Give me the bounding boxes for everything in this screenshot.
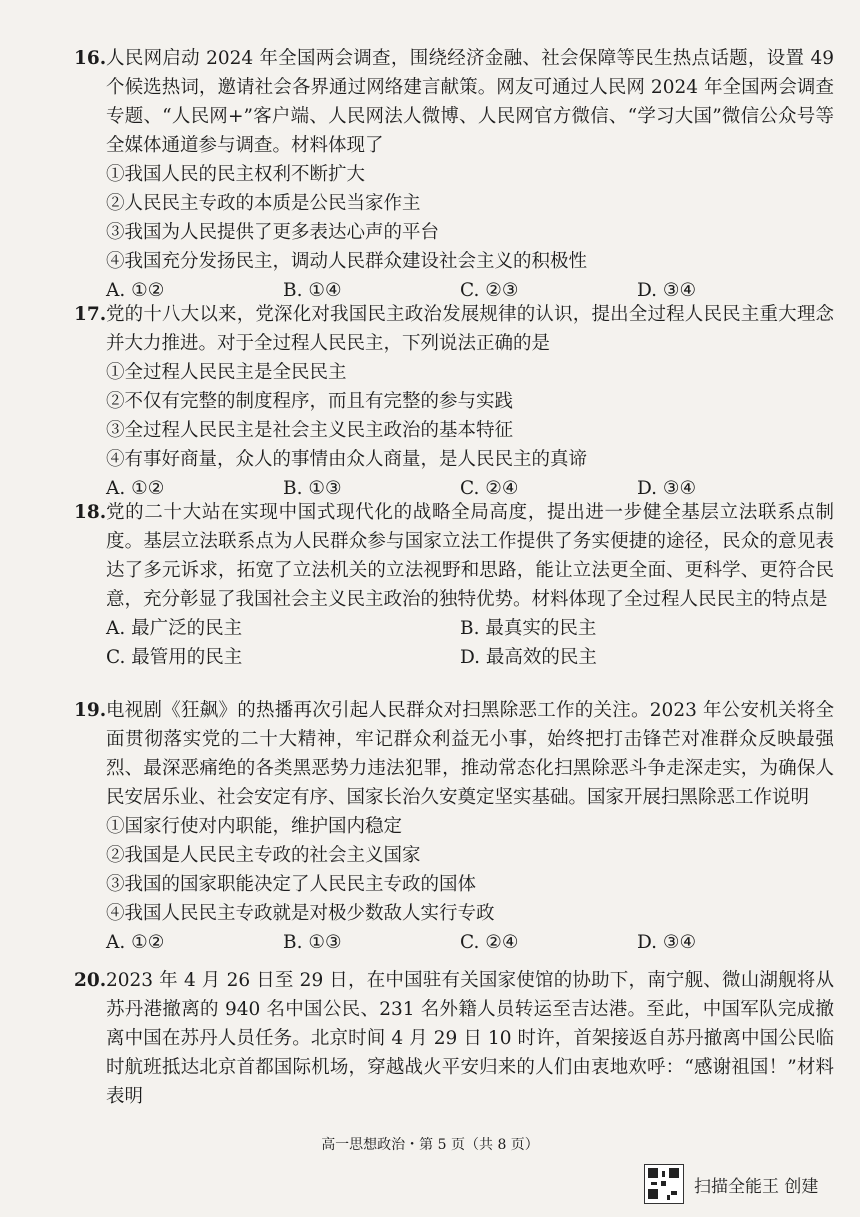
choice-a: A. ①② <box>106 478 165 499</box>
question-number: 18. <box>74 502 107 523</box>
choice-a: A. ①② <box>106 280 165 301</box>
statement-4: ④我国充分发扬民主，调动人民群众建设社会主义的积极性 <box>106 251 588 272</box>
question-stem: 党的二十大站在实现中国式现代化的战略全局高度，提出进一步健全基层立法联系点制度。基层立法联系点为人民群众参与国家立法工作提供了务实便捷的途径，民众的意见表达了多元诉求，拓宽了立法机关的立法视野和思路，能让立法更全面、更科学、更符合民意，充分彰显了我国社会主义民主政治的独特优势。材料体现了全过程人民民主的特点是 <box>106 502 834 610</box>
question-number: 17. <box>74 304 107 325</box>
scanner-watermark <box>644 1164 844 1204</box>
choice-c: C. ②④ <box>460 932 519 953</box>
choice-a: A. ①② <box>106 932 165 953</box>
answer-choices <box>106 928 834 957</box>
statement-3: ③我国为人民提供了更多表达心声的平台 <box>106 222 440 243</box>
choice-d: D. ③④ <box>637 280 697 301</box>
statement-2: ②不仅有完整的制度程序，而且有完整的参与实践 <box>106 391 514 412</box>
question-17 <box>74 300 834 503</box>
question-number: 16. <box>74 48 107 69</box>
choice-b: B. 最真实的民主 <box>460 618 597 639</box>
question-19 <box>74 696 834 957</box>
question-stem: 电视剧《狂飙》的热播再次引起人民群众对扫黑除恶工作的关注。2023 年公安机关将全面贯彻落实党的二十大精神，牢记群众利益无小事，始终把打击锋芒对准群众反映最强烈、最深恶痛绝的各类黑恶势力违法犯罪，推动常态化扫黑除恶斗争走深走实，为确保人民安居乐业、社会安定有序、国家长治久安奠定坚实基础。国家开展扫黑除恶工作说明 <box>106 700 834 808</box>
choice-d: D. 最高效的民主 <box>460 647 597 668</box>
question-20 <box>74 966 834 1111</box>
scanner-brand-label: 扫描全能王 创建 <box>694 1176 819 1197</box>
statement-1: ①全过程人民民主是全民民主 <box>106 362 347 383</box>
question-number: 20. <box>74 970 107 991</box>
question-16 <box>74 44 834 305</box>
choice-a: A. 最广泛的民主 <box>106 618 243 639</box>
choice-d: D. ③④ <box>637 478 697 499</box>
choice-b: B. ①③ <box>283 932 342 953</box>
question-stem: 2023 年 4 月 26 日至 29 日，在中国驻有关国家使馆的协助下，南宁舰、微山湖舰将从苏丹港撤离的 940 名中国公民、231 名外籍人员转运至吉达港。至此，中国军队完成撤离中国在苏丹人员任务。北京时间 4 月 29 日 10 时许，首架接返自苏丹撤离中国公民临时航班抵达北京首都国际机场，穿越战火平安归来的人们由衷地欢呼：“感谢祖国！”材料表明 <box>106 970 834 1107</box>
choice-d: D. ③④ <box>637 932 697 953</box>
question-stem: 党的十八大以来，党深化对我国民主政治发展规律的认识，提出全过程人民民主重大理念并大力推进。对于全过程人民民主，下列说法正确的是 <box>106 304 834 354</box>
choice-c: C. ②③ <box>460 280 519 301</box>
statement-2: ②人民民主专政的本质是公民当家作主 <box>106 193 421 214</box>
page-footer: 高一思想政治・第 5 页（共 8 页） <box>321 1137 539 1153</box>
statement-4: ④有事好商量，众人的事情由众人商量，是人民民主的真谛 <box>106 449 588 470</box>
choice-b: B. ①④ <box>283 280 342 301</box>
statement-4: ④我国人民民主专政就是对极少数敌人实行专政 <box>106 903 495 924</box>
choice-c: C. ②④ <box>460 478 519 499</box>
answer-choices <box>106 614 834 672</box>
statement-2: ②我国是人民民主专政的社会主义国家 <box>106 845 421 866</box>
choice-c: C. 最管用的民主 <box>106 647 243 668</box>
question-stem: 人民网启动 2024 年全国两会调查，围绕经济金融、社会保障等民生热点话题，设置 49 个候选热词，邀请社会各界通过网络建言献策。网友可通过人民网 2024 年全国两会调查专题、“人民网+”客户端、人民网法人微博、人民网官方微信、“学习大国”微信公众号等全媒体通道参与调查。材料体现了 <box>106 48 834 156</box>
choice-b: B. ①③ <box>283 478 342 499</box>
statement-3: ③我国的国家职能决定了人民民主专政的国体 <box>106 874 477 895</box>
qr-code-icon <box>644 1164 684 1204</box>
statement-1: ①国家行使对内职能，维护国内稳定 <box>106 816 403 837</box>
question-18 <box>74 498 834 672</box>
statement-1: ①我国人民的民主权利不断扩大 <box>106 164 366 185</box>
question-number: 19. <box>74 700 107 721</box>
statement-3: ③全过程人民民主是社会主义民主政治的基本特征 <box>106 420 514 441</box>
